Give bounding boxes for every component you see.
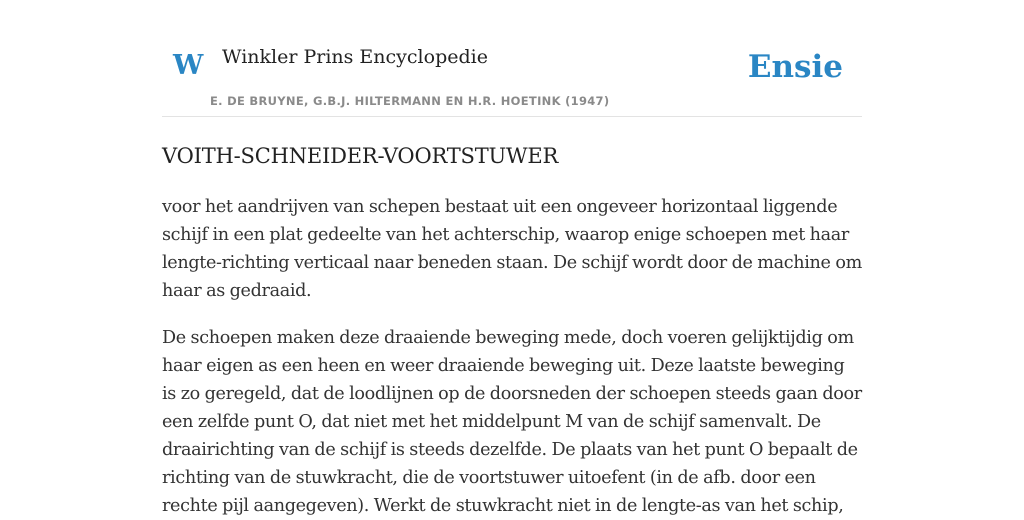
article-paragraph: De schoepen maken deze draaiende beweging mede, doch voeren gelijktijdig om haar eigen as een heen en weer draaiende beweging uit. Deze laatste beweging is zo geregeld, dat de loodlijnen op de doorsneden der schoepen steeds gaan door een zelfde punt O, dat niet met het middelpunt M van de schijf samenvalt. De draairichting van de schijf is steeds dezelfde. De plaats van het punt O bepaalt de richting van de stuwkracht, die de voortstuwer uitoefent (in de afb. door een rechte pijl aangegeven). Werkt de stuwkracht niet in de lengte-as van het schip, (162, 328, 862, 517)
authors-line: E. DE BRUYNE, G.B.J. HILTERMANN EN H.R. HOETINK (1947) (210, 94, 610, 108)
site-title[interactable]: Winkler Prins Encyclopedie (222, 46, 488, 68)
article-title: VOITH-SCHNEIDER-VOORTSTUWER (162, 144, 559, 168)
page (162, 0, 862, 520)
logo-w-icon[interactable]: W (173, 50, 204, 81)
article (162, 143, 862, 520)
brand-logo-link[interactable]: Ensie (747, 49, 843, 85)
site-header (162, 0, 862, 117)
article-paragraph: voor het aandrijven van schepen bestaat uit een ongeveer horizontaal liggende schijf in een plat gedeelte van het achterschip, waarop enige schoepen met haar lengte-richting verticaal naar beneden staan. De schijf wordt door de machine om haar as gedraaid. (162, 197, 862, 302)
